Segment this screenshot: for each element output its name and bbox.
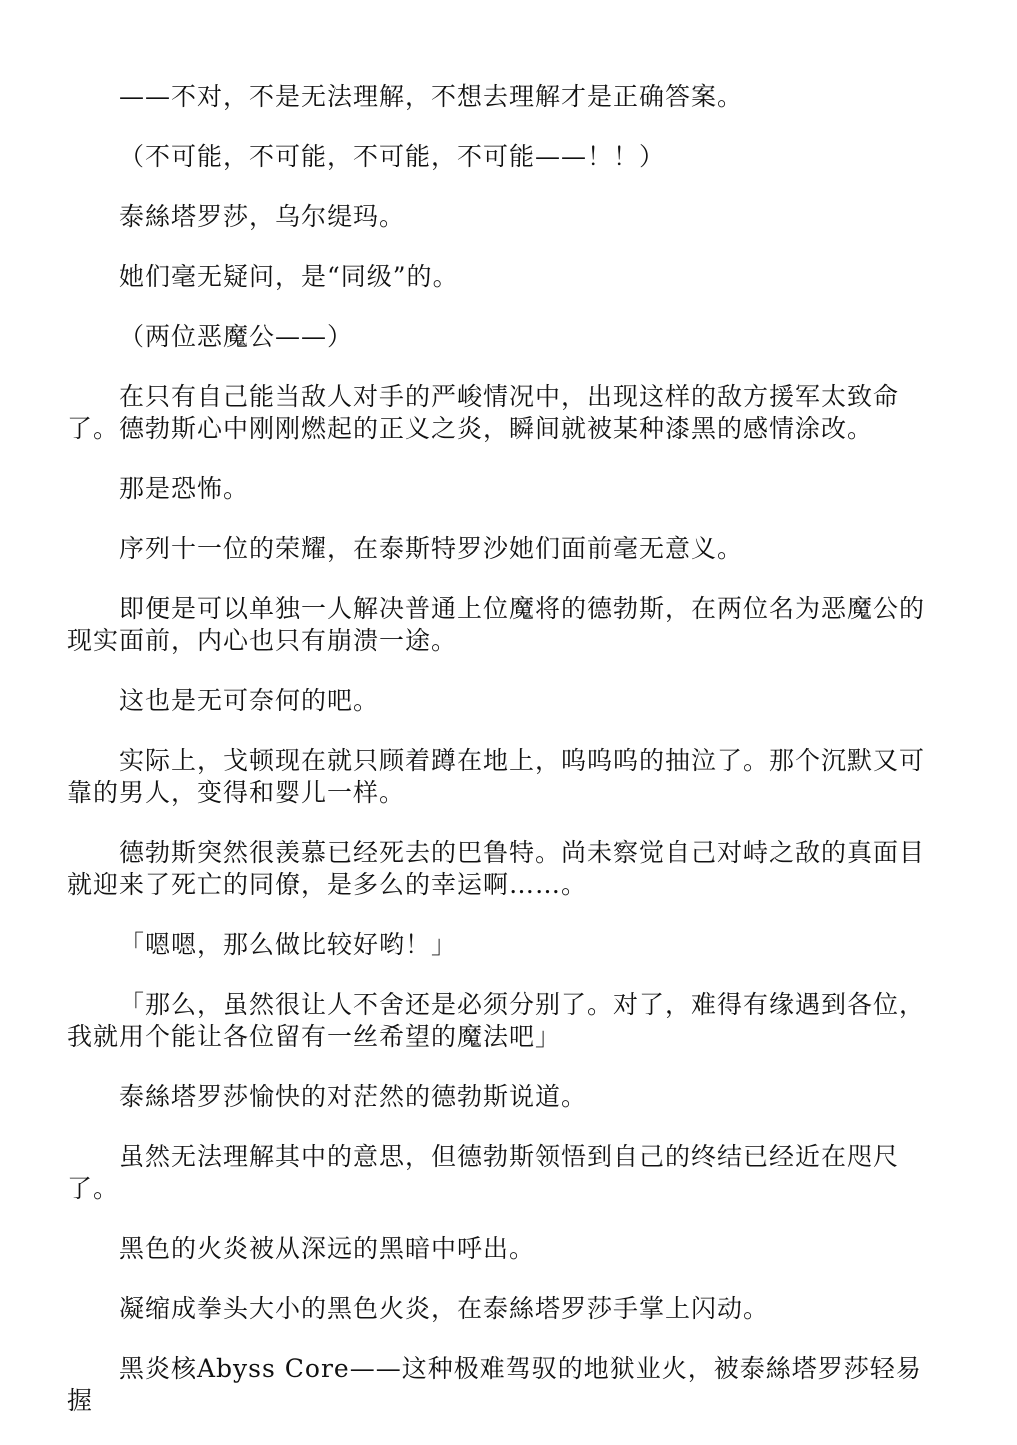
paragraph: 泰絲塔罗莎，乌尔缇玛。 — [119, 202, 406, 231]
paragraph: 她们毫无疑问，是“同级”的。 — [119, 262, 459, 291]
paragraph: 那是恐怖。 — [119, 474, 250, 503]
paragraph: 凝缩成拳头大小的黑色火炎，在泰絲塔罗莎手掌上闪动。 — [119, 1294, 770, 1323]
document-page — [67, 81, 937, 1445]
paragraph: 序列十一位的荣耀，在泰斯特罗沙她们面前毫无意义。 — [119, 534, 744, 563]
paragraph: 「那么，虽然很让人不舍还是必须分别了。对了，难得有缘遇到各位，我就用个能让各位留有一丝希望的魔法吧」 — [67, 990, 926, 1051]
paragraph: 这也是无可奈何的吧。 — [119, 686, 380, 715]
paragraph: 在只有自己能当敌人对手的严峻情况中，出现这样的敌方援军太致命了。德勃斯心中刚刚燃起的正义之炎，瞬间就被某种漆黑的感情涂改。 — [67, 382, 900, 443]
paragraph: 「嗯嗯，那么做比较好哟！」 — [119, 930, 458, 959]
paragraph: 黑炎核Abyss Core——这种极难驾驭的地狱业火，被泰絲塔罗莎轻易握 — [67, 1354, 922, 1415]
paragraph: 德勃斯突然很羡慕已经死去的巴鲁特。尚未察觉自己对峙之敌的真面目就迎来了死亡的同僚，是多么的幸运啊……。 — [67, 838, 926, 899]
paragraph: （两位恶魔公——） — [119, 322, 354, 351]
paragraph: （不可能，不可能，不可能，不可能——！！） — [119, 142, 666, 171]
paragraph: 黑色的火炎被从深远的黑暗中呼出。 — [119, 1234, 536, 1263]
paragraph: ——不对，不是无法理解，不想去理解才是正确答案。 — [119, 82, 744, 111]
paragraph: 即便是可以单独一人解决普通上位魔将的德勃斯，在两位名为恶魔公的现实面前，内心也只有崩溃一途。 — [67, 594, 926, 655]
paragraph: 实际上，戈顿现在就只顾着蹲在地上，呜呜呜的抽泣了。那个沉默又可靠的男人，变得和婴儿一样。 — [67, 746, 926, 807]
paragraph: 虽然无法理解其中的意思，但德勃斯领悟到自己的终结已经近在咫尺了。 — [67, 1142, 900, 1203]
paragraph: 泰絲塔罗莎愉快的对茫然的德勃斯说道。 — [119, 1082, 588, 1111]
